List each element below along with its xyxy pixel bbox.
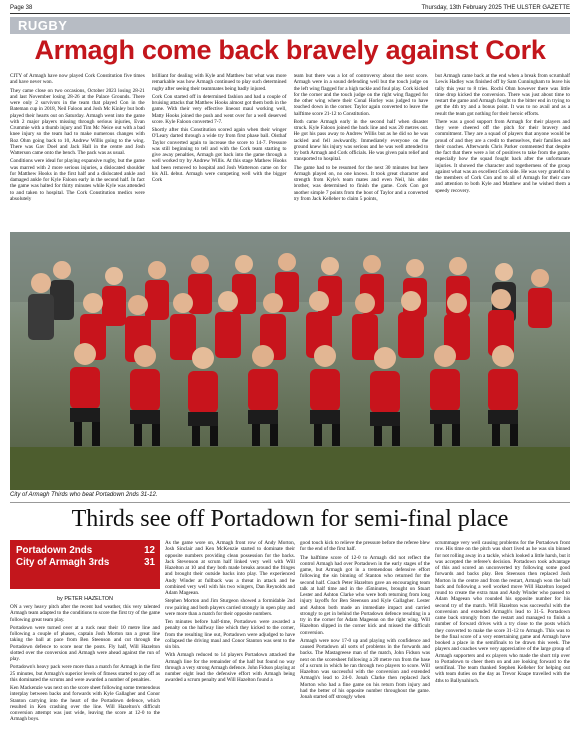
second-paragraph: With Armagh reduced to 14 players Portadown attacked the Armagh line for the remainder of the half but found no way through a very strong Armagh defence. John Fidson playing at number eight lead the defensive effort with Armagh being awarded a scrum penalty and Will Hazelton found a bbox=[165, 652, 295, 684]
section-banner bbox=[10, 17, 570, 34]
edition-line: Thursday, 13th February 2025 THE ULSTER GAZETTE bbox=[421, 5, 570, 11]
second-column-3 bbox=[300, 540, 430, 734]
main-paragraph: Conditions were ideal for playing expansive rugby, but the game was marred with 2 more serious injuries, a dislocated shoulder for Matthew Hooks in the first half and a dislocated ankle and damaged ankle for Kyle Faloon early in the second half. In fact the game was halted for thirty minutes while Kyle was attended to and taken to hospital. The Cork Constitution medics were absolutely bbox=[10, 158, 145, 202]
byline: by PETER HAZELTON bbox=[56, 596, 114, 602]
score-line bbox=[16, 557, 155, 569]
main-column-4 bbox=[435, 73, 570, 230]
main-paragraph: Cork Con started off in determined fashion and had a couple of bruising attacks that Matthew Hooks almost got them both in the game. With their very effective lineout maul working well, Matty Hooks joined the push and went over for a well deserved score. Kyle Faloon converted 7-7. bbox=[151, 93, 287, 125]
home-team: Portadown 2nds bbox=[16, 545, 93, 556]
second-paragraph: ON a very heavy pitch after the recent bad weather, this very talented Armagh team adapted to the conditions to score the first try of the game following great team play. bbox=[10, 604, 160, 623]
score-box bbox=[10, 540, 160, 589]
away-score: 31 bbox=[144, 557, 155, 568]
main-headline: Armagh come back bravely against Cork bbox=[34, 35, 546, 65]
second-paragraph: Portadown's heavy pack were more than a match for Armagh in the first 25 minutes, but Armagh's superior levels of fitness started to pay off as this dominated the scrums and were awarded a number of penalties. bbox=[10, 664, 160, 683]
main-column-2 bbox=[152, 73, 287, 230]
main-paragraph: They came close on two occasions, October 2023 losing 28-21 and last November losing 28-26 at the Palace Grounds. There were only 2 survivors in the team that played Con in the Bateman cup in 2018, Neil Faloon and Josh Mc Kinley but both played their hearts out on Saturday. Armagh went into the game with 2 major players missing through serious injuries, Evan Crummie with a thumb injury and Tim Mc Neice out with a bad knee injury so the team had to make numerous changes with Roz Ohm going back to 10, Andrew Willis going to the wing. There was Gav Doel and Jack Hall in the centre and Josh Watterson came onto the bench. The pack was as usual. bbox=[10, 87, 145, 156]
main-paragraph: team but there was a lot of controversy about the next score. Armagh were in a sound defending well but the touch judge on the left wing flagged for a high tackle and foul play. Cork kicked for the corner and the touch judge on the right wing flagged for the other wing where their Conal Horley was judged to have touched down in the corner. Taylor again converted to leave the halftime score 21-12 to Constitution. bbox=[293, 73, 429, 117]
main-paragraph: Shortly after this Constitution scored again when their winger O'Leary darted through a wide try from first phase ball. Oisthaf Taylor converted again to increase the score to 14-7. Pressure was still beginning to tell and with the Cork team starting to give away penalties, Armagh got back into the game through a well worked try by Andrew Willis. At this stage Mathew Hooks had been removed to hospital and Josh Watterson came on for his AIL debut. Armagh were competing well with the bigger Cork bbox=[151, 127, 287, 183]
second-column-1 bbox=[10, 604, 160, 734]
team-photo bbox=[10, 232, 570, 490]
page-folio bbox=[10, 3, 570, 14]
second-headline: Thirds see off Portadown for semi-final place bbox=[71, 506, 509, 532]
second-paragraph: good touch kick to relieve the pressure before the referee blew for the end of the first half. bbox=[300, 540, 430, 553]
main-paragraph: There was a good support from Armagh for their players and they were cheered off the pitch for their bravery and commitment. They are a squad of players that anyone would be proud of and they are a credit to themselves, their families and their coaches. Afterwards Chris Parker commented that despite the fact that there were a lot of positives to take from the game, especially how the squad fought back after the unfortunate injuries. It showed the character and togetherness of the group against what was an excellent Cork side. He was very grateful to the members of Cork Con and to all of Armagh for their care and attention to both Kyle and Matthew and he wished them a speedy recovery. bbox=[435, 118, 570, 194]
second-paragraph: Portadown were turned over at a ruck near their 10 metre line and following a couple of phases, captain Josh Morton ran a great line taking the ball at pace from Ben Steenson and cut through the Portadown defence to score near the posts. Fly half, Will Hazelton slotted over the conversion and Armagh were ahead against the run of play. bbox=[10, 624, 160, 662]
main-story-body bbox=[10, 73, 570, 230]
second-column-2 bbox=[165, 540, 295, 734]
main-paragraph: but Armagh came back at the end when a break from scrumhalf Lewis Hadley was finished off by Sam Cunningham to leave his tally this year to 8 tries. Rochi Ohm however there was little time drop kicked the conversion. There was just about time to restart the game and Armagh fought to the bitter end in trying to get the 4th try and a bonus point. It was to no avail and as a result the team got nothing for their heroic efforts. bbox=[435, 73, 570, 117]
main-column-3 bbox=[294, 73, 429, 230]
main-column-1 bbox=[10, 73, 145, 230]
main-paragraph: CITY of Armagh have now played Cork Constitution five times and have never won. bbox=[10, 73, 145, 86]
home-score: 12 bbox=[144, 545, 155, 556]
photo-caption: City of Armagh Thirds who beat Portadown 2nds 31-12. bbox=[10, 492, 158, 498]
section-label: RUGBY bbox=[18, 18, 68, 33]
main-paragraph: The game had to be resumed for the next 30 minutes but here Armagh played on, no one knows. It took great character and strength from Kyle's team mates and even Neil, his older brother, was determined to finish the game. Cork Con got another simple 7 points from the boot of Taylor and a converted try from Jack Kelleher to claim 5 points, bbox=[293, 164, 429, 202]
story-divider bbox=[10, 502, 570, 503]
second-paragraph: Ten minutes before half-time, Portadown were awarded a penalty on the halfway line which they kicked to the corner, from the resulting line out, Portadown were adjudged to have collapsed the driving maul and Conor Stanton was sent to the sin bin. bbox=[165, 619, 295, 650]
second-paragraph: Stephen Morton and Jim Sturgeon showed a formidable 2nd row pairing and both players carried strongly in open play and were more than a match for their opposite numbers. bbox=[165, 598, 295, 617]
second-paragraph: As the game wore on, Armagh front row of Andy Morton, Josh Sinclair and Ken McKenzie started to dominate their opposite numbers providing clean possession for the backs. Jack Stevenson at scrum half linked very well with Will Hazelton at 10 and they both made breaks around the fringes and brought their outside backs into play. The experienced Andy Winder at fullback was a threat in attack and he combined very well with his two wingers, Dan Reynolds and Adam Mageean. bbox=[165, 540, 295, 596]
second-paragraph: The halftime score of 12-0 to Armagh did not reflect the control Armagh had over Portadown in the early stages of the game, but Armagh got in a tremendous defensive effort following the sin binning of Stanton who returned for the second half. Coach Peter Hazelton gave an encouraging team talk at half time and in the 45minutes, brought on Stuart Lester and Ashton Clarke who were both returning from long injury layoffs for Ben Steenson and Kyle Gallagher. Lester and Ashton both made an immediate impact and carried strongly to get in behind the Portadown defence resulting in a try in the corner for Adam Mageean on the right wing. Will Hazelton slipped in the corner kick and missed the difficult conversion. bbox=[300, 554, 430, 636]
page-number: Page 38 bbox=[10, 5, 33, 11]
away-team: City of Armagh 3rds bbox=[16, 557, 110, 568]
team-photo-illustration bbox=[10, 232, 570, 490]
second-paragraph: Ken Mackenzie was next on the score sheet following some tremendous interplay between backs and forwards with Kyle Gallagher and Conor Stanton carrying into the heart of the Portadown defence, which resulted in Ken crashing over the line. Will Hazelton's difficult conversion attempt was just wide, leaving the score at 12-0 to the Armagh boys. bbox=[10, 685, 160, 723]
second-column-4 bbox=[435, 540, 570, 734]
main-paragraph: brilliant for dealing with Kyle and Matthew but what was more remarkable was how Armagh continued to play such determined rugby after seeing their teammates being badly injured. bbox=[151, 73, 287, 92]
second-paragraph: Armagh were now 17-0 up and playing with confidence and caused Portadown all sorts of problems in the forwards and backs. The Mastagreese man of the match, John Fidson was next on the scoresheet following a 20 metre run from the base of a scrum in which he ran through two players to score. Will Hazelton was successful with the conversion and extended Armagh's lead to 24-0. Jonah Clarke then replaced Jack Morton who had a fine game on his return from injury and had the better of his opposite number throughout the game. Jonah started off strongly when bbox=[300, 637, 430, 700]
second-paragraph: scrummage very well causing problems for the Portadown front row. His time on the pitch was short lived as he was sin binned for not rolling away in a tackle, which looked a little harsh, but it was accepted the referee's decision. Portadown took advantage of this and scored an unconverted try following some good forwards and backs play. Ben Steenson then replaced Josh Morton in the centre and from the restart, Armagh won the ball back and following a well worked move Will Hazelton looped round to create the extra man and Andy Winder who passed to Adam Mageean who rounded his opposite number for his second try of the match. Will Hazelton was successful with the conversion and extended Armagh's lead to 31-5. Portadown came back strongly from the restart and managed to finish a number of forward drives with a try close to the posts which they converted to make the score 31-12 to Armagh. This was to be the final score of a very entertaining game and Armagh have booked a place in the semifinals to be drawn this week. The players and coaches were very appreciative of the large group of Armagh supporters and ex players who made the short trip over to Portadown to cheer them on and are looking forward to the semifinal. The team thanked Stephen Kelleher for helping out with team duties on the day as Trevor Knape travelled with the 4ths to Ballynahinch. bbox=[435, 540, 570, 684]
score-line bbox=[16, 545, 155, 557]
main-paragraph: Both came Armagh early in the second half when disaster struck. Kyle Faloon joined the back line and was 20 metres out. He got his pass away to Andrew Willis but as he did so he was tackled and fell awkwardly. Immediately everyone on the ground knew his injury was serious and he was well attended to by both Armagh and Cork officials. He was given pain relief and transported to hospital. bbox=[293, 118, 429, 163]
